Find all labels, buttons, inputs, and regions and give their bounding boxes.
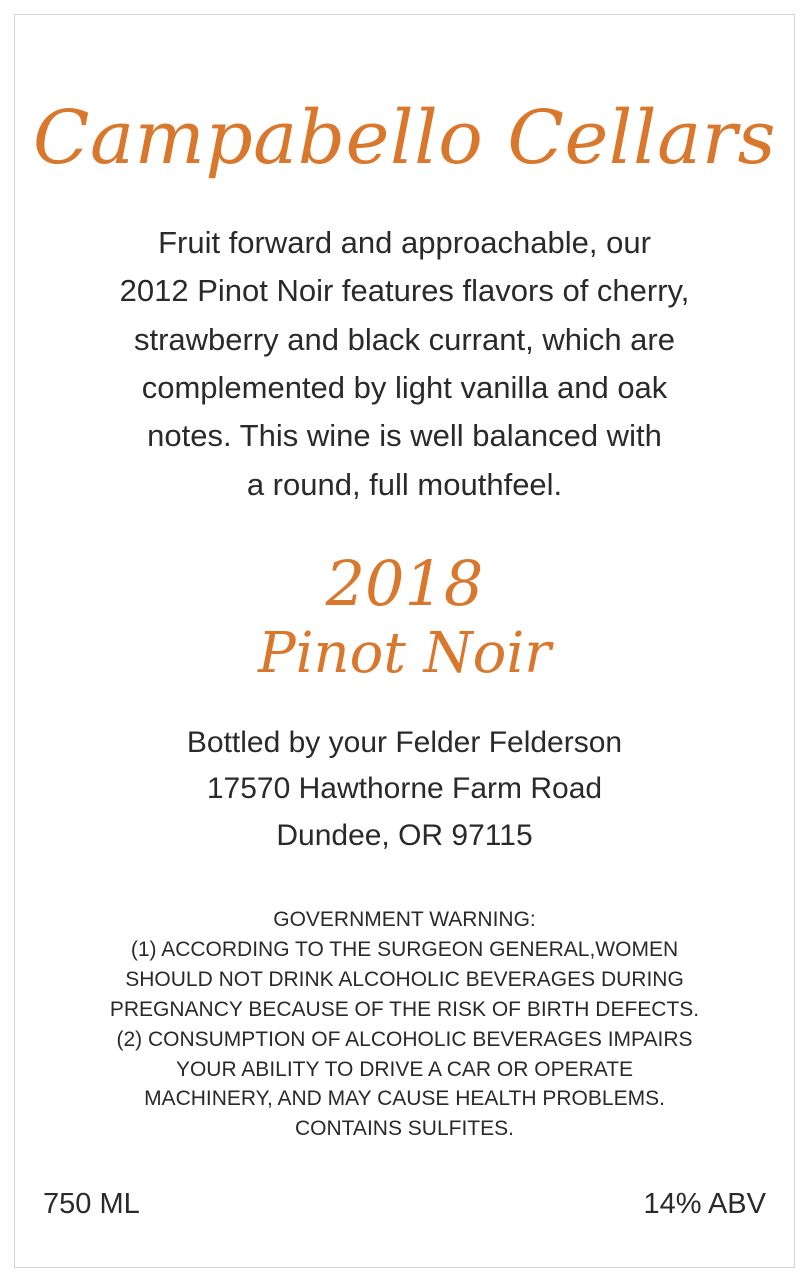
warning-line-6: MACHINERY, AND MAY CAUSE HEALTH PROBLEMS.: [144, 1087, 665, 1111]
warning-line-4: (2) CONSUMPTION OF ALCOHOLIC BEVERAGES IMPAIRS: [116, 1027, 693, 1051]
warning-line-3: PREGNANCY BECAUSE OF THE RISK OF BIRTH DEFECTS.: [109, 997, 700, 1021]
warning-line-7: CONTAINS SULFITES.: [295, 1117, 514, 1141]
brand-name: Campabello Cellars: [32, 95, 777, 181]
description-line: notes. This wine is well balanced with: [147, 418, 662, 454]
government-warning: [110, 905, 699, 1144]
label-border: [14, 14, 795, 1268]
description-line: complemented by light vanilla and oak: [141, 370, 668, 406]
description-line: 2012 Pinot Noir features flavors of cherry,: [119, 273, 690, 309]
abv-text: 14% ABV: [643, 1188, 766, 1220]
bottler-line-1: Bottled by your Felder Felderson: [186, 725, 623, 759]
description-line: a round, full mouthfeel.: [246, 466, 563, 502]
label-footer: [43, 1188, 766, 1221]
bottler-line-3: Dundee, OR 97115: [276, 818, 533, 852]
tasting-description: [120, 219, 690, 509]
warning-line-5: YOUR ABILITY TO DRIVE A CAR OR OPERATE: [175, 1057, 634, 1081]
description-line: Fruit forward and approachable, our: [158, 225, 651, 260]
vintage-year: 2018: [325, 547, 484, 621]
bottler-line-2: 17570 Hawthorne Farm Road: [206, 772, 603, 806]
volume-text: 750 ML: [43, 1188, 140, 1220]
warning-heading: GOVERNMENT WARNING:: [273, 908, 536, 932]
varietal-name: Pinot Noir: [257, 621, 552, 687]
warning-line-2: SHOULD NOT DRINK ALCOHOLIC BEVERAGES DURING: [125, 968, 684, 992]
description-line: strawberry and black currant, which are: [133, 321, 675, 357]
warning-line-1: (1) ACCORDING TO THE SURGEON GENERAL,WOMEN: [130, 938, 679, 962]
bottler-address: [187, 720, 622, 860]
